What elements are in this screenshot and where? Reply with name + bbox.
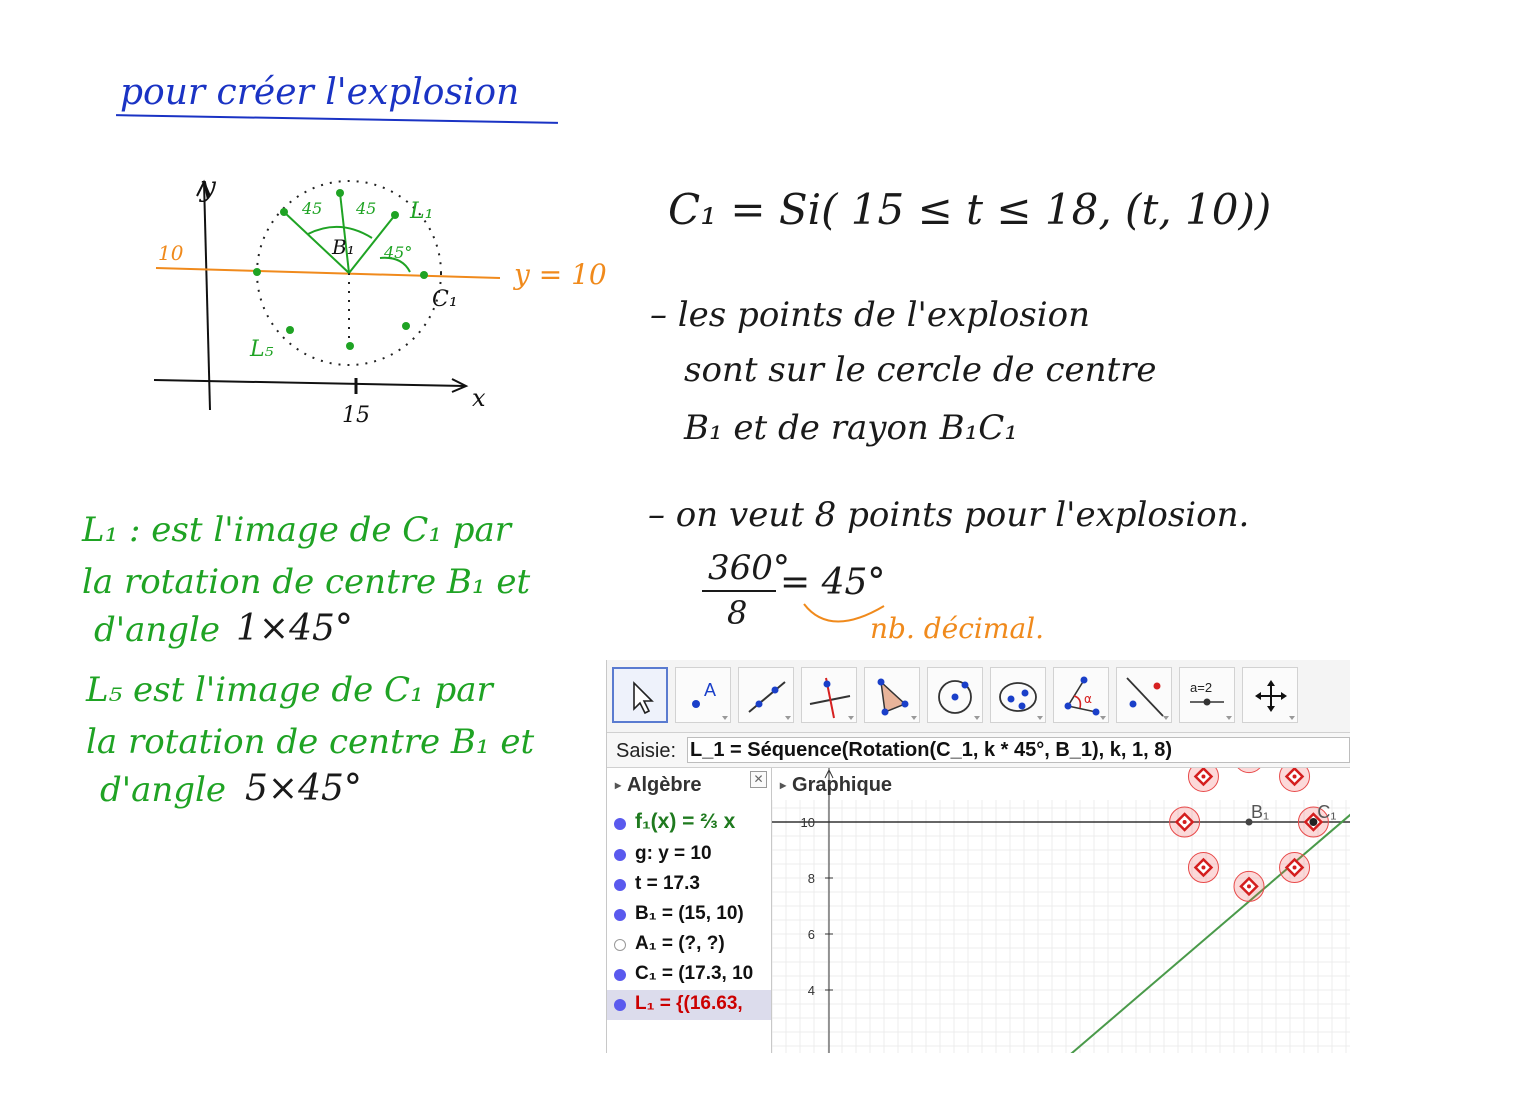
svg-text:α: α — [1084, 692, 1092, 706]
bullet1-line2: sont sur le cercle de centre — [684, 350, 1157, 390]
svg-text:a=2: a=2 — [1190, 680, 1213, 695]
title-underline — [116, 114, 558, 124]
collapse-triangle-icon: ▸ — [780, 778, 787, 792]
explosion-point-center — [1293, 866, 1297, 870]
sketch-label-x: x — [472, 384, 486, 412]
algebra-item-text: B₁ = (15, 10) — [635, 903, 744, 924]
line-tool-icon — [739, 668, 795, 724]
y-tick-label: 4 — [807, 983, 815, 998]
input-bar — [607, 733, 1350, 768]
algebra-item-text: f₁(x) = ⅔ x — [635, 810, 736, 833]
point-c1-label: C₁ — [1317, 802, 1337, 822]
sketch-label-L5: L₅ — [250, 337, 274, 362]
ellipse-tool-icon — [991, 668, 1047, 724]
tool-move-view[interactable] — [1242, 667, 1298, 723]
slider-tool-icon — [1180, 668, 1236, 724]
explosion-point-center — [1201, 774, 1205, 778]
algebra-item-text: t = 17.3 — [635, 873, 700, 894]
algebra-item-text: g: y = 10 — [635, 843, 712, 864]
input-field[interactable]: L_1 = Séquence(Rotation(C_1, k * 45°, B_1), k, 1, 8) — [687, 737, 1350, 763]
sketch-point — [391, 211, 399, 219]
geogebra-window — [606, 660, 1350, 1053]
algebra-item[interactable] — [607, 930, 771, 960]
graphics-title: Graphique — [792, 774, 893, 796]
algebra-view — [607, 768, 772, 1053]
geogebra-toolbar — [607, 660, 1350, 733]
l5-line1: L₅ est l'image de C₁ par — [86, 670, 493, 710]
collapse-triangle-icon: ▸ — [615, 778, 622, 792]
graphics-canvas[interactable] — [772, 768, 1350, 1053]
tool-slider[interactable] — [1179, 667, 1235, 723]
sketch-point — [336, 189, 344, 197]
l5-line3: d'angle — [100, 770, 227, 810]
visibility-dot-icon[interactable] — [614, 939, 626, 951]
algebra-item-text: A₁ = (?, ?) — [635, 933, 725, 954]
explosion-point-halo — [1234, 768, 1264, 773]
algebra-item[interactable] — [607, 870, 771, 900]
l5-angle: 5×45° — [245, 768, 362, 809]
algebra-item[interactable] — [607, 900, 771, 930]
y-tick-label: 10 — [800, 815, 815, 830]
angle-tool-icon — [1054, 668, 1110, 724]
y-tick-label: 8 — [807, 871, 815, 886]
sketch-line-y10 — [156, 268, 500, 278]
tool-conic[interactable] — [990, 667, 1046, 723]
cursor-arrow-icon — [614, 669, 670, 725]
l1-line1: L₁ : est l'image de C₁ par — [82, 510, 512, 550]
sketch-point — [420, 271, 428, 279]
tool-perpendicular[interactable] — [801, 667, 857, 723]
sketch-angle-b: 45 — [356, 199, 377, 218]
explosion-point-center — [1247, 884, 1251, 888]
algebra-header[interactable] — [615, 774, 702, 806]
fraction-numerator: 360° — [708, 548, 790, 588]
l1-line2: la rotation de centre B₁ et — [82, 562, 531, 602]
sketch-point — [346, 342, 354, 350]
sketch-y-axis — [204, 182, 210, 410]
tool-move[interactable] — [612, 667, 668, 723]
decimal-note: nb. décimal. — [870, 612, 1044, 645]
l1-line3: d'angle — [94, 610, 221, 650]
tool-angle[interactable] — [1053, 667, 1109, 723]
explosion-point-center — [1183, 820, 1187, 824]
explosion-point-center — [1293, 774, 1297, 778]
sketch-point — [253, 268, 261, 276]
y-tick-label: 6 — [807, 927, 815, 942]
algebra-title: Algèbre — [627, 774, 702, 796]
sketch-x-axis — [154, 380, 465, 386]
visibility-dot-icon[interactable] — [614, 999, 626, 1011]
explosion-point-center — [1201, 866, 1205, 870]
sketch-label-L1: L₁ — [410, 199, 434, 224]
fraction-result: = 45° — [780, 562, 886, 603]
tool-circle[interactable] — [927, 667, 983, 723]
sketch-angle-a: 45 — [302, 199, 323, 218]
visibility-dot-icon[interactable] — [614, 969, 626, 981]
sketch-label-line: y = 10 — [514, 258, 607, 291]
formula-c1: C₁ = Si( 15 ≤ t ≤ 18, (t, 10)) — [668, 185, 1272, 234]
graphics-view[interactable] — [772, 768, 1350, 1053]
note-title: pour créer l'explosion — [120, 72, 520, 113]
point-c1 — [1309, 818, 1317, 826]
bullet2: – on veut 8 points pour l'explosion. — [648, 495, 1250, 535]
move-view-icon — [1243, 668, 1299, 724]
sketch-spoke-top — [340, 193, 349, 273]
reflect-tool-icon — [1117, 668, 1173, 724]
tool-point[interactable] — [675, 667, 731, 723]
close-icon[interactable]: ✕ — [750, 771, 767, 788]
algebra-item[interactable] — [607, 840, 771, 870]
visibility-dot-icon[interactable] — [614, 849, 626, 861]
tool-polygon[interactable] — [864, 667, 920, 723]
visibility-dot-icon[interactable] — [614, 909, 626, 921]
bullet1-line1: – les points de l'explosion — [650, 295, 1090, 335]
sketch-label-B: B₁ — [332, 235, 355, 259]
sketch-label-y10: 10 — [158, 241, 184, 265]
sketch-point — [286, 326, 294, 334]
algebra-item[interactable] — [607, 960, 771, 990]
visibility-dot-icon[interactable] — [614, 818, 626, 830]
perpendicular-tool-icon — [802, 668, 858, 724]
l5-line2: la rotation de centre B₁ et — [86, 722, 535, 762]
polygon-tool-icon — [865, 668, 921, 724]
point-b1-label: B₁ — [1251, 802, 1270, 822]
sketch-label-x-tick: 15 — [342, 403, 370, 428]
circle-tool-icon — [928, 668, 984, 724]
sketch-point — [402, 322, 410, 330]
sketch-point — [280, 208, 288, 216]
sketch-label-y: y — [200, 170, 216, 203]
input-label: Saisie: — [616, 740, 677, 762]
bullet1-line3: B₁ et de rayon B₁C₁ — [684, 408, 1018, 448]
visibility-dot-icon[interactable] — [614, 879, 626, 891]
tool-line[interactable] — [738, 667, 794, 723]
sketch-angle-c: 45° — [384, 243, 413, 262]
algebra-item-text: L₁ = {(16.63, — [635, 993, 743, 1014]
fraction-denominator: 8 — [727, 594, 748, 632]
explosion-sketch — [140, 160, 610, 440]
algebra-item-text: C₁ = (17.3, 10 — [635, 963, 754, 984]
algebra-item[interactable] — [607, 804, 771, 840]
svg-text:A: A — [704, 680, 717, 700]
sketch-label-C: C₁ — [432, 287, 458, 312]
point-tool-icon — [676, 668, 732, 724]
l1-angle: 1×45° — [236, 608, 353, 649]
tool-reflect[interactable] — [1116, 667, 1172, 723]
algebra-item[interactable] — [607, 990, 771, 1020]
fraction-bar — [702, 590, 776, 592]
